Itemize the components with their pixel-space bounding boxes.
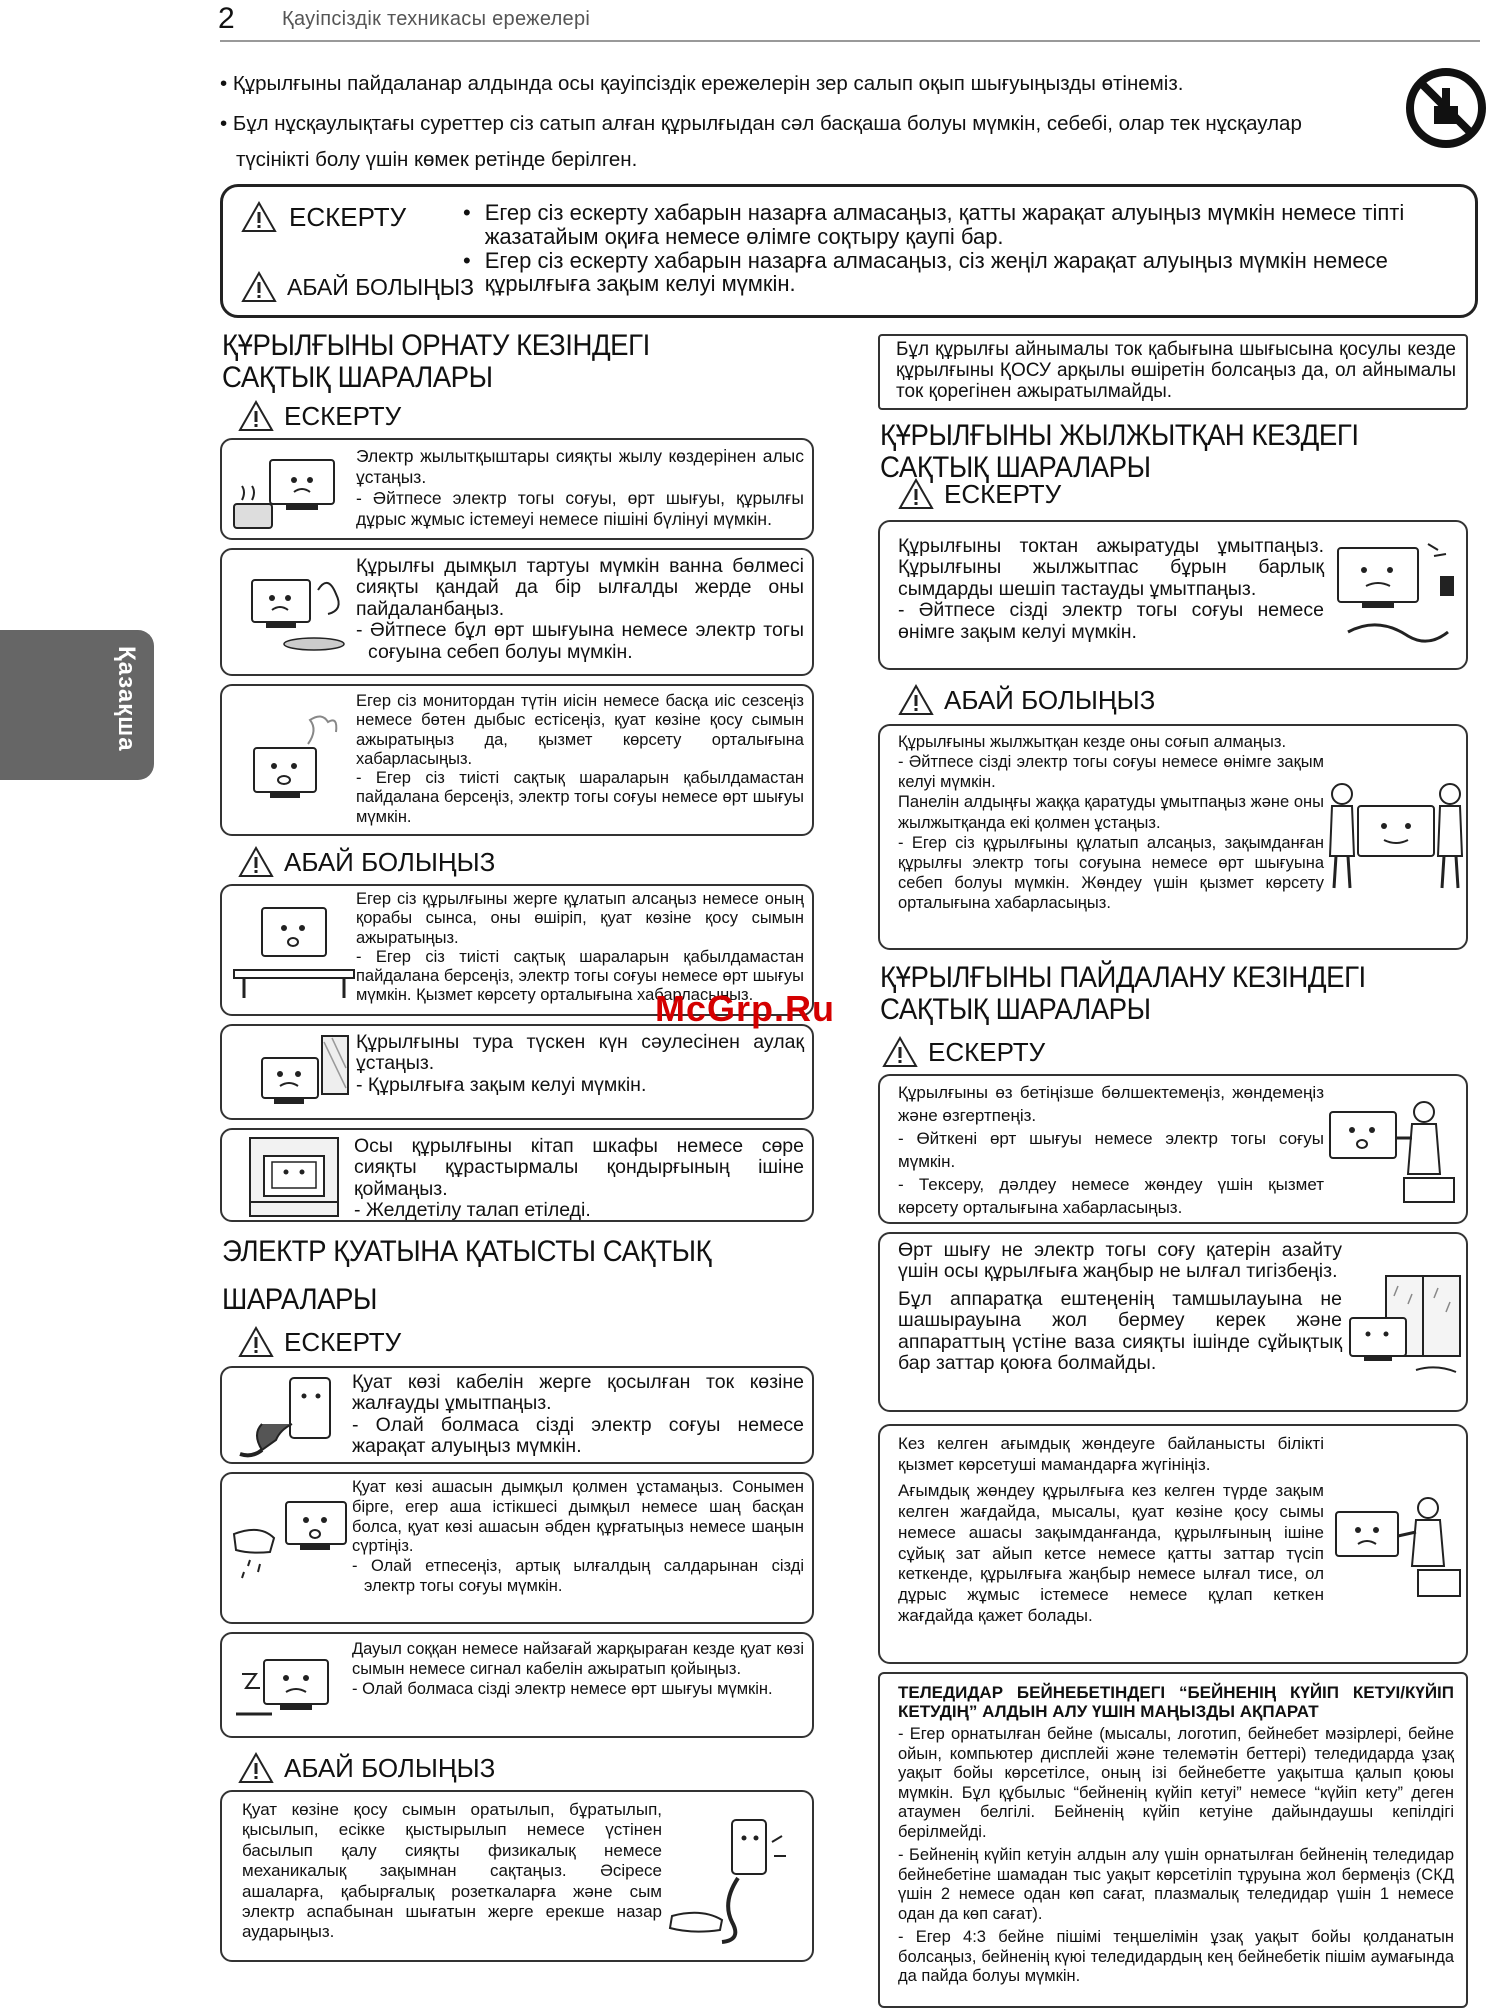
box-consequence-text: - Әйтпесе бұл өрт шығуына немесе электр тогы соғуына себеп болуы мүмкін.	[356, 619, 804, 663]
install-section-title: ҚҰРЫЛҒЫНЫ ОРНАТУ КЕЗІНДЕГІ САҚТЫҚ ШАРАЛАРЫ	[222, 329, 650, 394]
tv-rain-window-illustration	[1346, 1274, 1464, 1384]
warning-triangle-icon	[238, 400, 274, 432]
tv-drop-illustration	[232, 900, 356, 1000]
burn-in-title: ТЕЛЕДИДАР БЕЙНЕБЕТІНДЕГІ “БЕЙНЕНІҢ КҮЙІП КЕТУІ/КҮЙІП КЕТУДІҢ” АЛДЫН АЛУ ҮШІН МАҢЫЗДЫ АҚПАРАТ	[898, 1683, 1454, 1721]
box-consequence-text: - Өйткені өрт шығуы немесе электр тогы соғуы мүмкін.	[898, 1128, 1324, 1171]
box-main-text-2: Панелін алдыңғы жаққа қаратуды ұмытпаңыз және оны жылжытқанда екі қолмен ұстаңыз.	[898, 793, 1324, 832]
install-warning-box-smoke	[220, 684, 814, 836]
move-caution-label	[898, 684, 1155, 716]
tv-cabinet-illustration	[244, 1136, 344, 1218]
move-caution-box-carry	[878, 724, 1468, 950]
box-main-text: Осы құрылғыны кітап шкафы немесе сөре сияқты құрастырмалы қондырғының ішіне қоймаңыз.	[354, 1135, 804, 1200]
warning-label-text: ЕСКЕРТУ	[944, 478, 1062, 509]
legend-bullet-1: Егер сіз ескерту хабарын назарға алмасаңыз, қатты жарақат алуыңыз мүмкін немесе тіпті жазатайым оқиға немесе өлімге соқтыру қаупі бар.	[484, 200, 1405, 249]
box-main-text: Кез келген ағымдық жөндеуге байланысты білікті қызмет көрсетуші мамандарға жүгініңіз.	[898, 1434, 1324, 1474]
box-main-text: Құрылғыны тура түскен күн сәулесінен аулақ ұстаңыз.	[356, 1031, 804, 1075]
box-consequence-text: - Егер сіз тиісті сақтық шараларын қабылдамастан пайдалана берсеңіз, электр тогы соғуы немесе өрт шығуы мүмкін. Қызмет көрсету орталығына хабарласыңыз.	[356, 947, 804, 1005]
burn-in-paragraph-1: - Егер орнатылған бейне (мысалы, логотип, бейнебет мәзірлері, бейне ойын, компьютер дисплейі және телемәтін беттері) теледидарда ұзақ уақыт бойы көрсетілсе, оның ізі бейнебетте уақытша қалып қоюы мүмкін. Бұл құбылыс “бейненің күйіп кетуі” немесе “күйіп кету” деген атаумен белгілі. Бейненің күйіп кетуіне дайындаушы кепілдігі берілмейді.	[898, 1725, 1454, 1841]
warning-label-text: ЕСКЕРТУ	[284, 1326, 402, 1357]
box-text	[898, 536, 1324, 643]
tv-technician-illustration	[1332, 1492, 1464, 1602]
legend-warning	[241, 201, 406, 233]
box-consequence-text: - Құрылғыға зақым келуі мүмкін.	[356, 1073, 647, 1096]
box-consequence-text: - Олай болмаса сізді электр немесе өрт шығуы мүмкін.	[352, 1679, 773, 1698]
power-section-title-2: ШАРАЛАРЫ	[222, 1283, 377, 1316]
move-warning-label	[898, 478, 1061, 510]
box-main-text: Құрылғы дымқыл тартуы мүмкін ванна бөлмесі сияқты қандай да бір ылғалды жерде оны пайдаланбаңыз.	[356, 555, 804, 620]
plug-grounding-illustration	[232, 1374, 348, 1460]
tv-smoke-illustration	[232, 708, 352, 808]
box-main-text: Электр жылытқыштары сияқты жылу көздерінен алыс ұстаңыз.	[356, 446, 804, 487]
box-main-text: Құрылғыны токтан ажыратуды ұмытпаңыз. Құрылғыны жылжытпас бұрын барлық сымдарды шешіп тастауды ұмытпаңыз.	[898, 535, 1324, 600]
tv-repair-man-illustration	[1326, 1098, 1462, 1208]
tv-heater-illustration	[230, 452, 350, 532]
power-warning-label	[238, 1326, 401, 1358]
ac-power-note-text: Бұл құрылғы айнымалы ток қабығына шығысына қосулы кезде құрылғыны ҚОСУ арқылы өшіретін болсаңыз да, ол айнымалы ток қорегінен ажыратылмайды.	[896, 339, 1456, 402]
box-main-text: Құрылғыны жылжытқан кезде оны соғып алмаңыз.	[898, 733, 1287, 751]
use-warning-label	[882, 1036, 1045, 1068]
wet-hand-plug-illustration	[230, 1494, 354, 1594]
box-text	[356, 1032, 804, 1096]
box-main-text-2: Ағымдық жөндеу құрылғыға кез келген түрде зақым келген жағдайда, мысалы, қуат көзіне қосу сымы немесе ашасы зақымданғанда, құрылғының ішіне сұйық зат айып кетсе немесе қатты заттар түсіп кеткенде, құрылғыға жаңбыр немесе ылғал тисе, ол дұрыс жұмыс істемесе немесе құлап кеткен жағдайда қажет болады.	[898, 1481, 1324, 1625]
box-text	[898, 1240, 1342, 1375]
power-warning-box-storm	[220, 1632, 814, 1738]
warning-label-text: ЕСКЕРТУ	[284, 400, 402, 431]
box-text	[356, 556, 804, 663]
box-main-text: Қуат көзі кабелін жерге қосылған ток көзіне жалғауды ұмытпаңыз.	[352, 1371, 804, 1415]
ac-power-note-box	[878, 334, 1468, 410]
box-consequence-text: - Олай етпесеңіз, артық ылғалдың салдарынан сізді электр тогы соғуы мүмкін.	[352, 1557, 804, 1595]
power-caution-label	[238, 1752, 495, 1784]
language-side-tab	[0, 630, 154, 780]
use-warning-box-rain	[878, 1232, 1468, 1412]
tv-cables-illustration	[1328, 536, 1462, 660]
cord-damage-illustration	[662, 1812, 806, 1952]
power-warning-box-ground	[220, 1366, 814, 1464]
box-main-text: Құрылғыны өз бетіңізше бөлшектемеңіз, жөндемеңіз және өзгертпеңіз.	[898, 1083, 1324, 1125]
box-text	[352, 1478, 804, 1597]
tv-lightning-illustration	[232, 1644, 348, 1730]
install-warning-box-heat	[220, 438, 814, 540]
box-text	[354, 1136, 804, 1222]
caution-triangle-icon	[241, 271, 277, 303]
box-consequence-text: - Олай болмаса сізді электр соғуы немесе жарақат алуыңыз мүмкін.	[352, 1413, 804, 1458]
box-consequence-text-2: - Егер сіз құрылғыны құлатып алсаңыз, зақымданған құрылғы электр тогы соғуына немесе өрт шығуына себеп болуы мүмкін. Жөндеу үшін қызмет көрсету орталығына хабарласыңыз.	[898, 833, 1324, 912]
warning-triangle-icon	[898, 478, 934, 510]
caution-label-text: АБАЙ БОЛЫҢЫЗ	[944, 684, 1156, 715]
warning-triangle-icon	[882, 1036, 918, 1068]
box-consequence-text-2: - Тексеру, дәлдеу немесе жөндеу үшін қызмет көрсету орталығына хабарласыңыз.	[898, 1174, 1324, 1217]
caution-label-text: АБАЙ БОЛЫҢЫЗ	[284, 846, 496, 877]
intro-line-1: • Құрылғыны пайдаланар алдында осы қауіпсіздік ережелерін зер салып оқып шығуыңызды өтінеміз.	[220, 72, 1184, 95]
caution-triangle-icon	[238, 1752, 274, 1784]
box-main-text: Дауыл соққан немесе найзағай жарқыраған кезде қуат көзі сымын немесе сигнал кабелін ажыратып қойыңыз.	[352, 1640, 804, 1678]
install-warning-box-humidity	[220, 548, 814, 676]
box-text	[356, 446, 804, 530]
use-warning-box-disassemble	[878, 1074, 1468, 1224]
legend-bullets: • Егер сіз ескерту хабарын назарға алмасаңыз, қатты жарақат алуыңыз мүмкін немесе тіпті жазатайым оқиға немесе өлімге соқтыру қаупі бар. • Егер сіз ескерту хабарын назарға алмасаңыз, сіз жеңіл жарақат алуыңыз мүмкін немесе құрылғыға зақым келуі мүмкін.	[463, 201, 1463, 296]
use-warning-box-service	[878, 1424, 1468, 1664]
warning-label-text: ЕСКЕРТУ	[928, 1036, 1046, 1067]
install-caution-label	[238, 846, 495, 878]
watermark-text: McGrp.Ru	[655, 988, 836, 1029]
warning-triangle-icon	[238, 1326, 274, 1358]
box-text	[898, 1434, 1324, 1627]
install-caution-box-sunlight	[220, 1024, 814, 1120]
burn-in-paragraph-3: - Егер 4:3 бейне пішімі теңшелімін ұзақ уақыт бойы қолданатын болсаңыз, бейненің күюі теледидардың кең бейнебетік пішім аумағында да пайда болуы мүмкін.	[898, 1928, 1454, 1985]
box-text	[242, 1800, 662, 1943]
warning-triangle-icon	[241, 201, 277, 233]
legend-box	[220, 184, 1478, 318]
box-main-text: Қуат көзі ашасын дымқыл қолмен ұстамаңыз. Сонымен бірге, егер аша істікшесі дымқыл немесе шаң басқан болса, қуат көзі ашасын әбден құрғатыңыз немесе шаңын сүртіңіз.	[352, 1478, 804, 1556]
box-text	[898, 1082, 1324, 1220]
box-main-text-2: Бұл аппаратқа ештеңенің тамшылауына не шашырауына жол бермеу керек және аппараттың үстіне ваза сияқты ішінде сұйықтық бар заттар қоюға болмайды.	[898, 1287, 1342, 1375]
tv-sunlight-illustration	[232, 1032, 356, 1116]
move-warning-box-unplug	[878, 520, 1468, 670]
move-section-title: ҚҰРЫЛҒЫНЫ ЖЫЛЖЫТҚАН КЕЗДЕГІ САҚТЫҚ ШАРАЛАРЫ	[880, 419, 1359, 484]
box-text	[352, 1372, 804, 1458]
language-label: Қазақша	[113, 646, 140, 752]
box-main-text: Өрт шығу не электр тогы соғу қатерін азайту үшін осы құрылғыға жаңбыр не ылғал тигізбеңіз.	[898, 1239, 1342, 1283]
two-people-carrying-tv-illustration	[1326, 776, 1466, 896]
box-text	[356, 692, 804, 827]
power-caution-box-cord	[220, 1790, 814, 1962]
box-consequence-text: - Әйтпесе электр тогы соғуы, өрт шығуы, құрылғы дұрыс жұмыс істемеуі немесе пішіні бүлінуі мүмкін.	[356, 488, 804, 529]
caution-label-text: АБАЙ БОЛЫҢЫЗ	[284, 1752, 496, 1783]
install-warning-label	[238, 400, 401, 432]
install-caution-box-ventilation	[220, 1128, 814, 1222]
header-divider	[220, 40, 1480, 42]
page-number: 2	[218, 2, 235, 35]
burn-in-paragraph-2: - Бейненің күйіп кетуін алдын алу үшін орнатылған бейненің теледидар бейнебетіне шамадан тыс уақыт көрсетіліп тұруына жол бермеңіз (СКД үшін 2 немесе одан көп сағат, плазмалық теледидар үшін 1 немесе одан да көп сағат).	[898, 1846, 1454, 1923]
intro-line-3: түсінікті болу үшін көмек ретінде берілген.	[236, 148, 638, 171]
legend-warning-label: ЕСКЕРТУ	[289, 201, 407, 232]
box-main-text: Егер сіз құрылғыны жерге құлатып алсаңыз немесе оның қорабы сынса, оны өшіріп, қуат көзіне қосу сымын ажыратыңыз.	[356, 890, 804, 947]
use-section-title: ҚҰРЫЛҒЫНЫ ПАЙДАЛАНУ КЕЗІНДЕГІ САҚТЫҚ ШАРАЛАРЫ	[880, 961, 1366, 1026]
legend-bullet-2: Егер сіз ескерту хабарын назарға алмасаңыз, сіз жеңіл жарақат алуыңыз мүмкін немесе құрылғыға зақым келуі мүмкін.	[484, 247, 1388, 297]
power-warning-box-wet-hands	[220, 1472, 814, 1624]
caution-triangle-icon	[898, 684, 934, 716]
intro-line-2: • Бұл нұсқаулықтағы суреттер сіз сатып алған құрылғыдан сәл басқаша болуы мүмкін, себебі, олар тек нұсқаулар	[220, 112, 1302, 135]
box-consequence-text: - Әйтпесе сізді электр тогы соғуы немесе өнімге зақым келуі мүмкін.	[898, 753, 1324, 792]
tv-water-illustration	[232, 570, 352, 656]
no-disassemble-icon	[1404, 66, 1488, 150]
box-main-text: Егер сіз монитордан түтін иісін немесе басқа иіс сезсеңіз немесе бөтен дыбыс естісеңіз, қуат көзіне қосу сымын ажыратыңыз да, қызмет көрсету орталығына хабарласыңыз.	[356, 692, 804, 768]
box-consequence-text: - Егер сіз тиісті сақтық шараларын қабылдамастан пайдалана берсеңіз, электр тогы соғуы немесе өрт шығуы мүмкін.	[356, 769, 804, 826]
box-main-text: Қуат көзіне қосу сымын оратылып, бұратылып, қысылып, есікке қыстырылып немесе үстінен басылып қалу сияқты физикалық немесе механикалық зақымнан сақтаңыз. Әсіресе ашаларға, қабырғалық розеткаларға және сым электр аспабынан шығатын жерге ерекше назар аударыңыз.	[242, 1800, 662, 1942]
burn-in-info-box	[878, 1672, 1468, 2008]
box-text	[898, 732, 1324, 913]
box-text	[352, 1640, 804, 1699]
caution-triangle-icon	[238, 846, 274, 878]
box-consequence-text: - Әйтпесе сізді электр тогы соғуы немесе өнімге зақым келуі мүмкін.	[898, 599, 1324, 643]
page-header-title: Қауіпсіздік техникасы ережелері	[282, 8, 591, 30]
legend-caution-label: АБАЙ БОЛЫҢЫЗ	[287, 273, 474, 300]
power-section-title-1: ЭЛЕКТР ҚУАТЫНА ҚАТЫСТЫ САҚТЫҚ	[222, 1235, 712, 1268]
box-consequence-text: - Желдетілу талап етіледі.	[354, 1199, 591, 1222]
burn-in-text	[898, 1684, 1454, 1986]
legend-caution	[241, 271, 474, 303]
